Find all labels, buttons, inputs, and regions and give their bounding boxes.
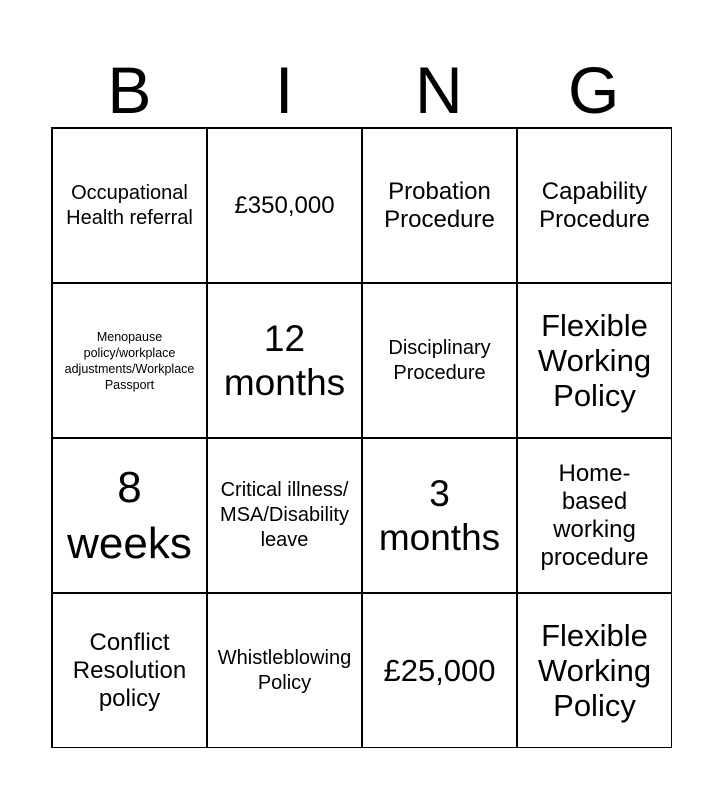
bingo-cell[interactable]: 12 months [207,283,362,438]
bingo-cell[interactable]: Probation Procedure [362,128,517,283]
bingo-cell[interactable]: Critical illness/ MSA/Disability leave [207,438,362,593]
header-letter-i: I [274,53,294,127]
bingo-cell[interactable]: 8 weeks [52,438,207,593]
bingo-header [52,52,671,128]
bingo-cell[interactable]: Flexible Working Policy [517,283,672,438]
bingo-cell[interactable]: Home-based working procedure [517,438,672,593]
bingo-cell[interactable]: 3 months [362,438,517,593]
bingo-cell[interactable]: Disciplinary Procedure [362,283,517,438]
bingo-cell[interactable]: Menopause policy/workplace adjustments/Workplace Passport [52,283,207,438]
bingo-cell[interactable]: Occupational Health referral [52,128,207,283]
bingo-cell[interactable]: £25,000 [362,593,517,748]
header-letter-n: N [415,53,463,127]
bingo-cell[interactable]: £350,000 [207,128,362,283]
bingo-board [51,127,672,748]
bingo-cell[interactable]: Conflict Resolution policy [52,593,207,748]
bingo-cell[interactable]: Whistleblowing Policy [207,593,362,748]
header-letter-g: G [567,53,620,127]
bingo-cell[interactable]: Capability Procedure [517,128,672,283]
bingo-cell[interactable]: Flexible Working Policy [517,593,672,748]
header-letter-b: B [107,53,152,127]
